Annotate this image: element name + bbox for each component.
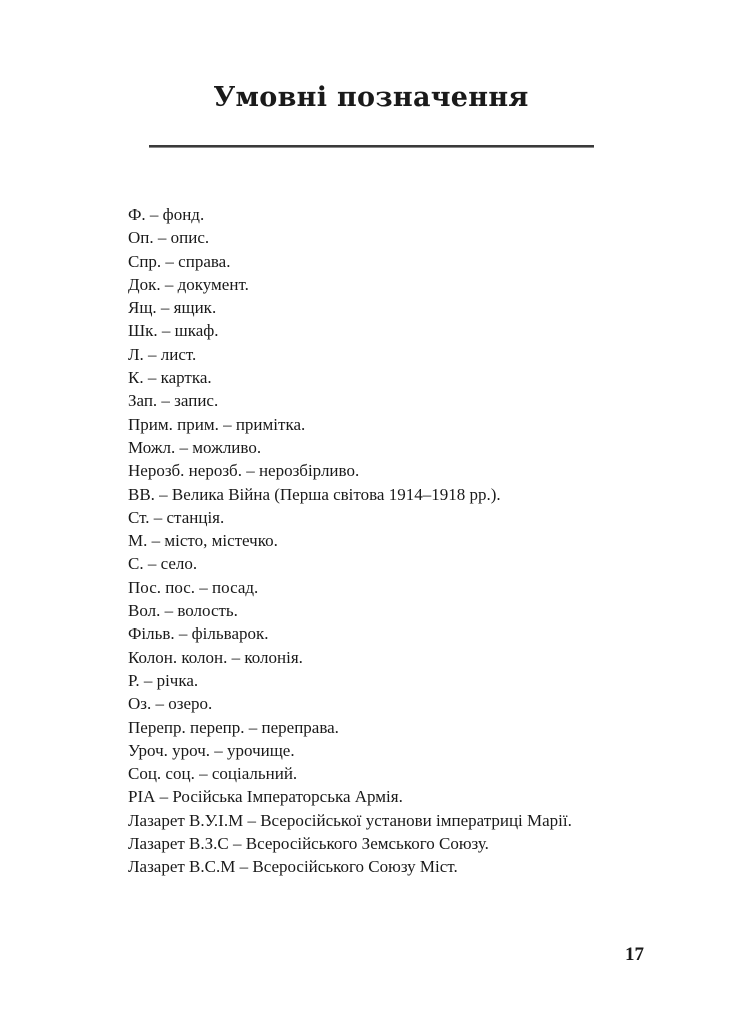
abbreviation-item: Ф. – фонд. bbox=[128, 205, 205, 224]
abbreviation-item: Можл. – можливо. bbox=[128, 437, 262, 457]
abbreviation-item: Док. – документ. bbox=[128, 274, 249, 294]
abbreviation-item: Прим. прим. – примітка. bbox=[128, 414, 306, 434]
abbreviation-item: Перепр. перепр. – переправа. bbox=[128, 717, 339, 737]
abbreviation-item: Лазарет В.З.С – Всеросійського Земського Союзу. bbox=[128, 834, 489, 854]
page-title: Умовні позначення bbox=[213, 82, 529, 113]
abbreviation-item: Спр. – справа. bbox=[128, 251, 231, 271]
abbreviation-item: Л. – лист. bbox=[128, 344, 197, 364]
abbreviation-item: К. – картка. bbox=[128, 368, 212, 388]
abbreviation-item: Ящ. – ящик. bbox=[128, 298, 217, 318]
abbreviation-item: ВВ. – Велика Війна (Перша світова 1914–1918 рр.). bbox=[128, 484, 501, 504]
abbreviation-item: Уроч. уроч. – урочище. bbox=[128, 740, 295, 760]
abbreviation-item: Соц. соц. – соціальний. bbox=[128, 764, 298, 784]
abbreviation-item: Пос. пос. – посад. bbox=[128, 577, 259, 597]
abbreviation-item: Оп. – опис. bbox=[128, 228, 210, 248]
title-underline-rule bbox=[149, 145, 594, 148]
abbreviation-item: Лазарет В.С.М – Всеросійського Союзу Міст. bbox=[128, 857, 458, 877]
abbreviation-item: Зап. – запис. bbox=[128, 391, 219, 411]
abbreviation-item: Вол. – волость. bbox=[128, 601, 238, 621]
abbreviation-item: Колон. колон. – колонія. bbox=[128, 647, 303, 667]
abbreviation-list bbox=[128, 203, 572, 879]
abbreviation-item: М. – місто, містечко. bbox=[128, 531, 278, 551]
abbreviation-item: Фільв. – фільварок. bbox=[128, 624, 269, 644]
page-number: 17 bbox=[625, 944, 644, 965]
abbreviation-item: РІА – Російська Імператорська Армія. bbox=[128, 787, 403, 807]
abbreviation-item: Р. – річка. bbox=[128, 670, 199, 690]
abbreviation-item: Шк. – шкаф. bbox=[128, 321, 219, 341]
abbreviation-item: Ст. – станція. bbox=[128, 507, 225, 527]
abbreviation-item: Лазарет В.У.І.М – Всеросійської установи імператриці Марії. bbox=[128, 810, 572, 830]
abbreviation-item: Нерозб. нерозб. – нерозбірливо. bbox=[128, 461, 360, 481]
abbreviation-item: Оз. – озеро. bbox=[128, 694, 213, 714]
abbreviation-item: С. – село. bbox=[128, 554, 198, 574]
